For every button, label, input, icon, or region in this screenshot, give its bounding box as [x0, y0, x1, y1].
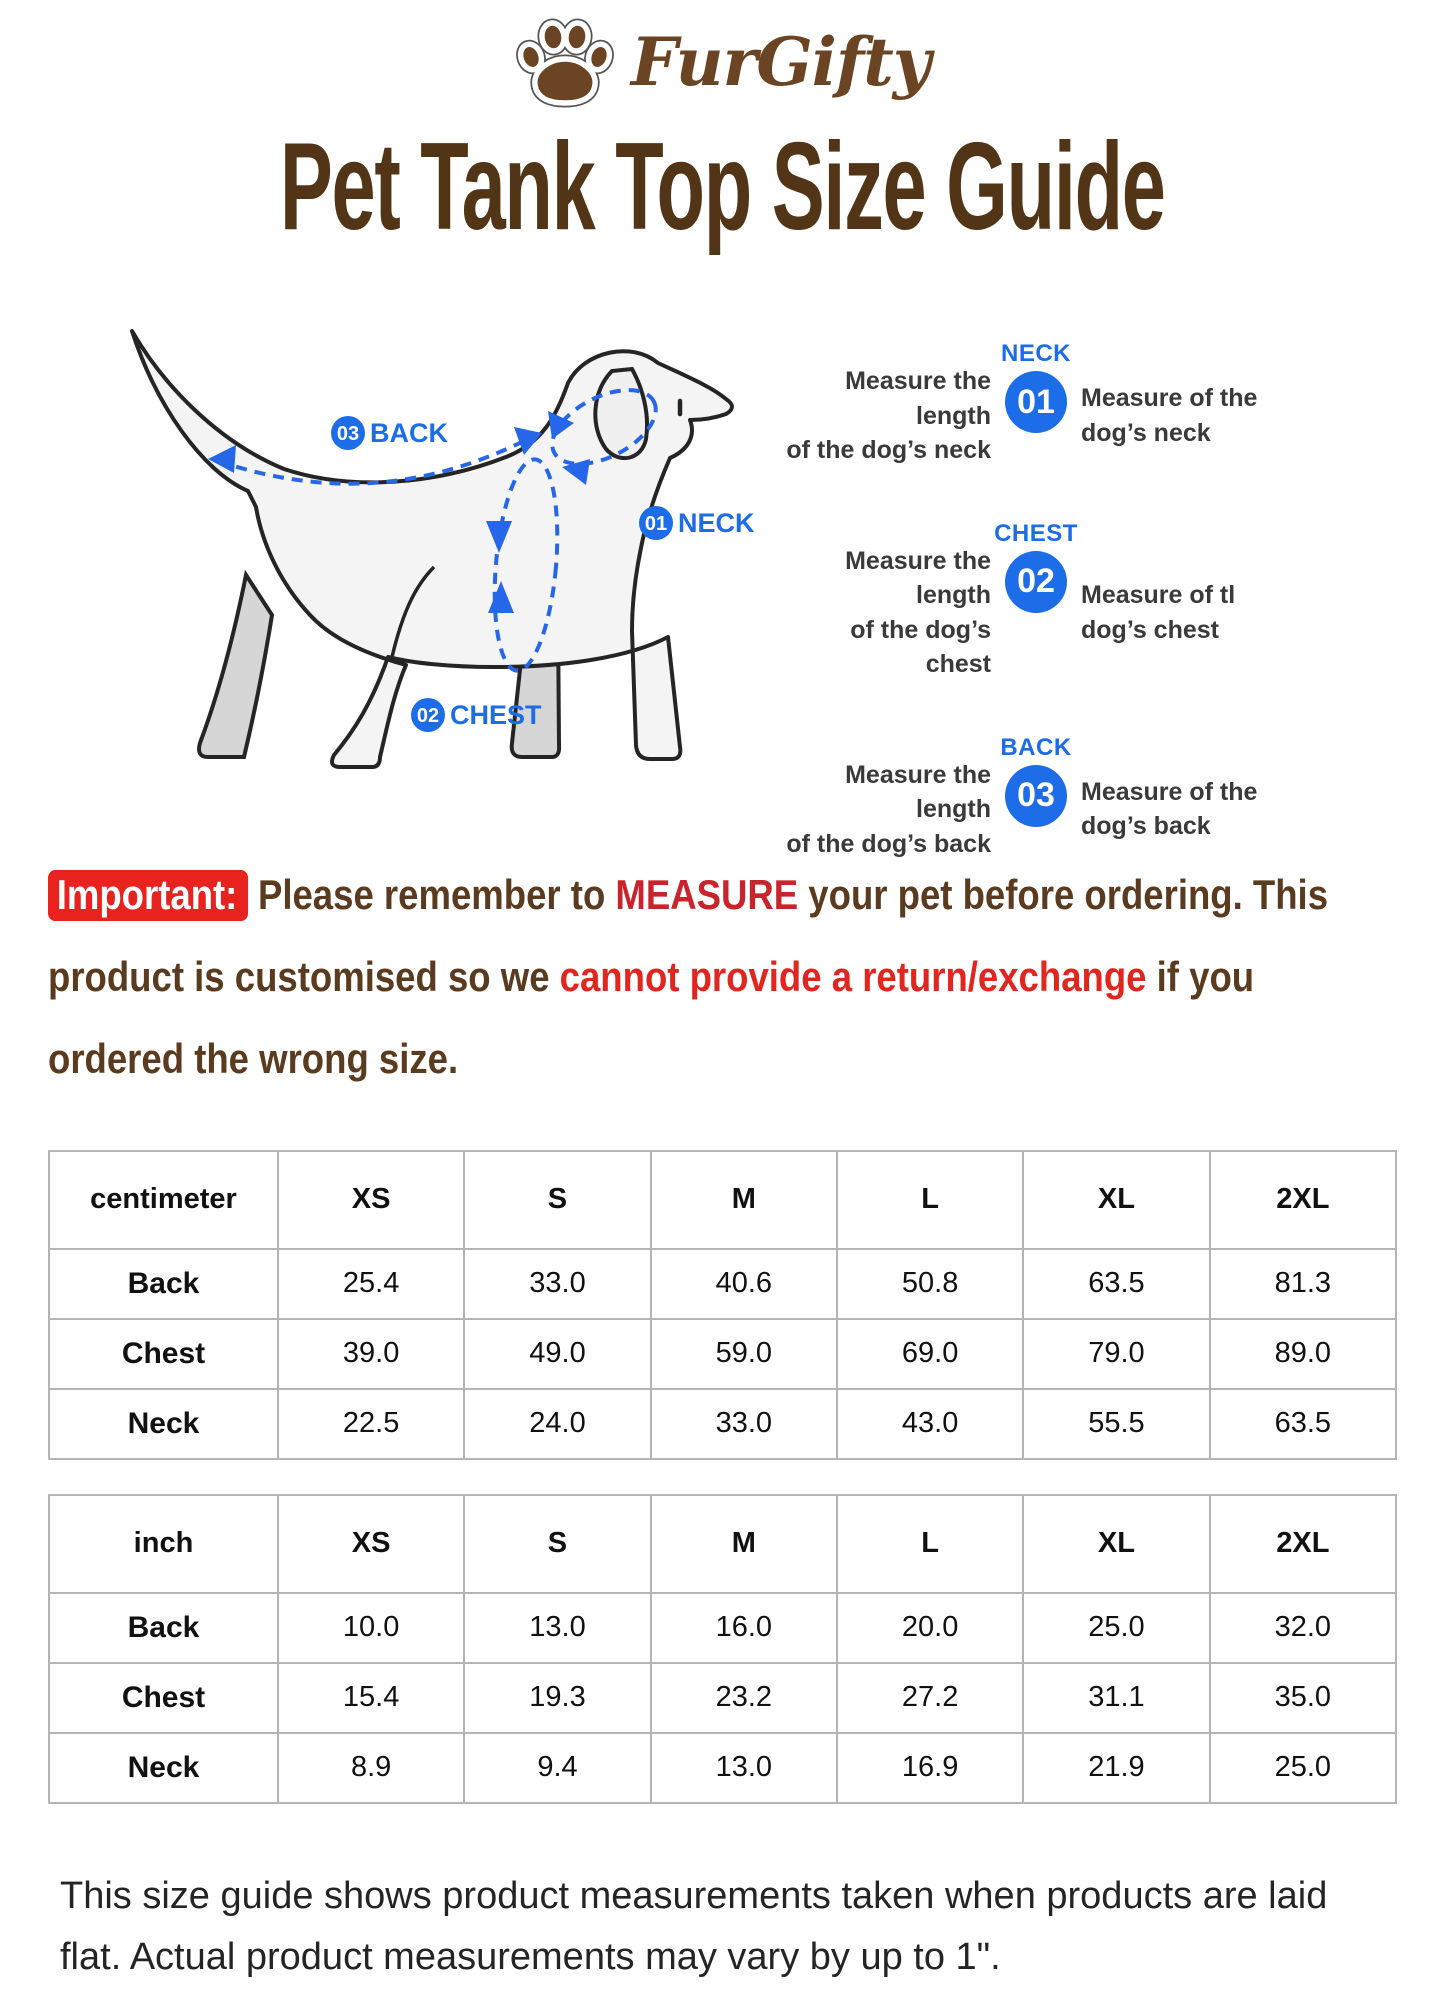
cell: 35.0	[1210, 1663, 1396, 1733]
cell: 10.0	[278, 1593, 464, 1663]
instruction-heading: NECK	[1001, 340, 1072, 367]
row-label: Chest	[49, 1319, 278, 1389]
notice-emphasis-measure: MEASURE	[615, 871, 799, 918]
paw-icon	[515, 16, 615, 108]
cell: 25.0	[1210, 1733, 1396, 1803]
cell: 13.0	[651, 1733, 837, 1803]
instruction-heading: BACK	[1000, 733, 1072, 761]
cell: 16.0	[651, 1593, 837, 1663]
svg-text:BACK: BACK	[370, 418, 448, 448]
cell: 81.3	[1210, 1249, 1396, 1319]
row-label: Back	[49, 1249, 278, 1319]
cell: 31.1	[1023, 1663, 1209, 1733]
table-header-row	[49, 1495, 1396, 1593]
instruction-chest	[786, 520, 1445, 682]
dog-marker-chest	[411, 698, 542, 732]
footer-line-2: flat. Actual product measurements may vary by up to 1".	[60, 1936, 1001, 1979]
instruction-left-text: Measure the length of the dog’s neck	[786, 367, 991, 464]
cell: 13.0	[464, 1593, 650, 1663]
cell: 40.6	[651, 1249, 837, 1319]
col-header: XS	[278, 1151, 464, 1249]
cell: 50.8	[837, 1249, 1023, 1319]
notice-emphasis-return: cannot provide a return/exchange	[559, 952, 1147, 1000]
notice-line-1: Important: Please remember to MEASURE your pet before ordering. This	[48, 854, 1220, 936]
col-header: M	[651, 1151, 837, 1249]
dog-marker-neck	[639, 506, 755, 540]
step-number-badge: 03	[1005, 765, 1067, 827]
col-header: M	[651, 1495, 837, 1593]
table-row	[49, 1733, 1396, 1803]
col-header: S	[464, 1495, 650, 1593]
instruction-neck	[786, 340, 1445, 468]
svg-text:01: 01	[644, 513, 668, 535]
cell: 63.5	[1023, 1249, 1209, 1319]
dog-ear	[595, 369, 647, 458]
brand-logo	[0, 0, 1445, 110]
footer-note	[60, 1866, 1390, 1989]
cell: 15.4	[278, 1663, 464, 1733]
dog-illustration	[96, 310, 786, 790]
cell: 59.0	[651, 1319, 837, 1389]
cell: 33.0	[651, 1389, 837, 1459]
cell: 63.5	[1210, 1389, 1396, 1459]
table-row	[49, 1319, 1396, 1389]
page-title: Pet Tank Top Size Guide	[280, 118, 1165, 256]
cell: 89.0	[1210, 1319, 1396, 1389]
row-label: Back	[49, 1593, 278, 1663]
cell: 24.0	[464, 1389, 650, 1459]
brand-name: FurGifty	[630, 23, 931, 101]
measurement-diagram	[0, 310, 1445, 858]
dog-far-hind-leg	[199, 575, 272, 757]
important-badge: Important:	[48, 870, 248, 921]
cell: 49.0	[464, 1319, 650, 1389]
col-header: L	[837, 1495, 1023, 1593]
svg-text:NECK: NECK	[678, 508, 755, 538]
col-header: 2XL	[1210, 1495, 1396, 1593]
cell: 25.0	[1023, 1593, 1209, 1663]
col-header: XS	[278, 1495, 464, 1593]
col-header: L	[837, 1151, 1023, 1249]
cell: 43.0	[837, 1389, 1023, 1459]
cell: 8.9	[278, 1733, 464, 1803]
svg-text:CHEST: CHEST	[450, 700, 542, 730]
size-table-inch	[48, 1494, 1397, 1804]
svg-text:02: 02	[416, 705, 440, 727]
cell: 16.9	[837, 1733, 1023, 1803]
important-notice	[48, 854, 1395, 1100]
dog-marker-back	[331, 416, 448, 450]
cell: 39.0	[278, 1319, 464, 1389]
unit-label: inch	[49, 1495, 278, 1593]
instruction-right-text: Measure of the dog’s back	[1081, 777, 1258, 841]
instruction-right-text: Measure of tl dog’s chest	[1081, 581, 1236, 644]
size-table-centimeter	[48, 1150, 1397, 1460]
cell: 21.9	[1023, 1733, 1209, 1803]
col-header: XL	[1023, 1151, 1209, 1249]
cell: 22.5	[278, 1389, 464, 1459]
instruction-left-text: Measure the length of the dog’s back	[786, 760, 991, 858]
footer-line-1: This size guide shows product measurements taken when products are laid	[60, 1874, 1328, 1917]
col-header: XL	[1023, 1495, 1209, 1593]
cell: 79.0	[1023, 1319, 1209, 1389]
step-number-badge: 02	[1005, 551, 1067, 613]
cell: 9.4	[464, 1733, 650, 1803]
table-row	[49, 1663, 1396, 1733]
cell: 19.3	[464, 1663, 650, 1733]
cell: 69.0	[837, 1319, 1023, 1389]
instruction-right-text: Measure of the dog’s neck	[1081, 384, 1258, 447]
cell: 33.0	[464, 1249, 650, 1319]
col-header: 2XL	[1210, 1151, 1396, 1249]
step-number-badge: 01	[1005, 371, 1067, 433]
col-header: S	[464, 1151, 650, 1249]
notice-line-2: product is customised so we cannot provide a return/exchange if you	[48, 952, 1255, 1000]
instruction-list	[786, 310, 1445, 858]
row-label: Neck	[49, 1389, 278, 1459]
unit-label: centimeter	[49, 1151, 278, 1249]
notice-line-3: ordered the wrong size.	[48, 1034, 459, 1082]
cell: 23.2	[651, 1663, 837, 1733]
cell: 32.0	[1210, 1593, 1396, 1663]
row-label: Neck	[49, 1733, 278, 1803]
row-label: Chest	[49, 1663, 278, 1733]
instruction-heading: CHEST	[994, 519, 1078, 547]
instruction-left-text: Measure the length of the dog’s chest	[845, 546, 991, 678]
instruction-back	[786, 734, 1445, 862]
svg-text:03: 03	[336, 423, 360, 445]
table-header-row	[49, 1151, 1396, 1249]
cell: 27.2	[837, 1663, 1023, 1733]
table-row	[49, 1593, 1396, 1663]
table-row	[49, 1249, 1396, 1319]
cell: 55.5	[1023, 1389, 1209, 1459]
cell: 20.0	[837, 1593, 1023, 1663]
table-row	[49, 1389, 1396, 1459]
cell: 25.4	[278, 1249, 464, 1319]
